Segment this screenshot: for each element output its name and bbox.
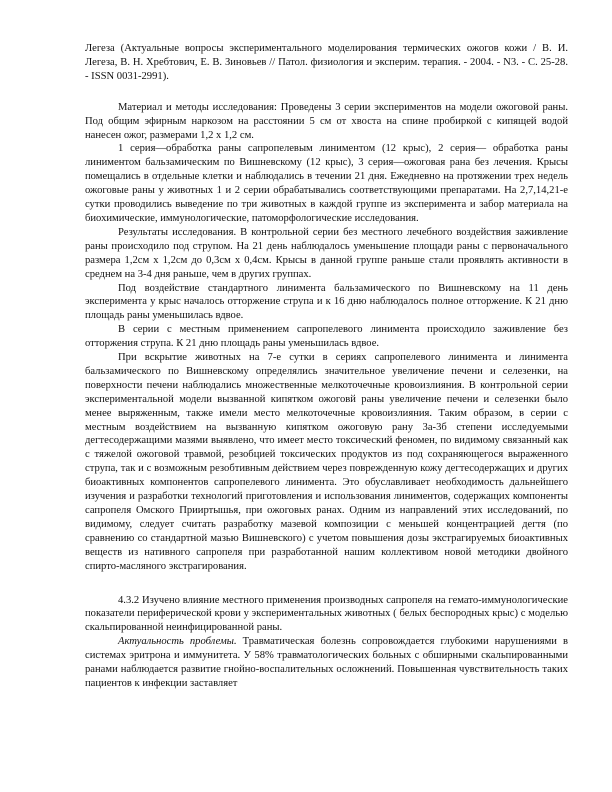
document-page [85,42,568,691]
sapropel-paragraph: В серии с местным применением сапропелевого линимента происходило заживление без отторжения струпа. К 21 дню площадь раны уменьшилась вдвое. [85,324,568,350]
results-paragraph: Результаты исследования. В контрольной серии без местного лечебного воздействия заживление раны происходило под струпом. На 21 день наблюдалось уменьшение площади раны с первоначального размера 1,2см х 1,2см до 0,3см х 0,4см. Крысы в данной группе раньше стали проявлять активности в среднем на 3-4 дня раньше, чем в других группах. [85,226,568,280]
relevance-text: Травматическая болезнь сопровождается глубокими нарушениями в системах эритрона и иммунитета. У 58% травматологических больных с обширными скальпированными ранами наблюдается развитие гнойно-воспалительных осложнений. Повышенная чувствительность таких пациентов к инфекции заставляет [85,636,568,689]
autopsy-paragraph: При вскрытие животных на 7-е сутки в сериях сапропелевого линимента и линимента бальзамического по Вишневскому определялись значительное увеличение печени и селезенки, на поверхности печени наблюдались множественные мелкоточечные кровоизлияния. В контрольной серии экспериментальной модели вызванной кипятком ожоговй раны увеличение печени и селезенки было менее выряженным, также имели место мелкоточечные кровоизлияния. Таким образом, в серии с местным воздействием на вызванную кипятком ожоговую рану 3а-3б степени исследуемыми дегтесодержащими мазями выявлено, что имеет место токсический феномен, по видимому связанный как с тяжелой ожоговой травмой, резобцией токсических продуктов из под сохраняющегося выраженного струпа, так и с возможным резобтивным действием через поврежденную кожу дегтесодержащих и других биоактивных компонентов сапропелевого линимента. Это обуславливает необходимость дальнейшего изучения и разработки технологий приготовления и использования линиментов, содержащих компоненты сапропеля Омского Прииртышья, при ожоговых ранах. Одним из направлений этих исследований, по видимому, следует считать разработку мазевой композиции с меньшей концентрацией дегтя (по сравнению со стандартной мазью Вишневского) с учетом повышения дозы экстрагируемых биоактивных веществ из нативного сапропеля при разработанной нашим коллективом новой методики двойного спирто-масляного экстрагирования. [85,352,568,572]
relevance-label: Актуальность проблемы. [118,636,237,648]
section-heading-paragraph: 4.3.2 Изучено влияние местного применения производных сапропеля на гемато-иммунологические показатели периферической крови у экспериментальных животных ( белых беспородных крыс) с моделью скальпированной неинфицированной раны. [85,594,568,634]
series-paragraph: 1 серия—обработка раны сапропелевым линиментом (12 крыс), 2 серия— обработка раны линиментом бальзамическим по Вишневскому (12 крыс), 3 серия—ожоговая рана без лечения. Крысы помещались в отдельные клетки и наблюдались в течении 21 дня. Ежедневно на протяжении трех недель ожоговые раны у животных 1 и 2 серии обрабатывались соответствующими препаратами. На 2,7,14,21-е сутки проводились выведение по три животных в каждой группе из эксперимента и забор материала на биохимические, иммунологические, патоморфологические исследования. [85,143,568,224]
reference-paragraph: Легеза (Актуальные вопросы экспериментального моделирования термических ожогов кожи / В. И. Легеза, В. Н. Хребтович, Е. В. Зиновьев // Патол. физиология и эксперим. терапия. - 2004. - N3. - С. 25-28. - ISSN 0031-2991). [85,43,568,82]
vishnevsky-paragraph: Под воздействие стандартного линимента бальзамического по Вишневскому на 11 день эксперимента у крыс началось отторжение струпа и к 16 дню наблюдалось полное отторжение. К 21 дню площадь раны уменьшилась вдвое. [85,282,568,322]
methods-paragraph: Материал и методы исследования: Проведены 3 серии экспериментов на модели ожоговой раны. Под общим эфирным наркозом на расстоянии 5 см от хвоста на спине пробиркой с кипящей водой нанесен ожог, размерами 1,2 х 1,2 см. [85,101,568,141]
relevance-paragraph [85,635,568,691]
